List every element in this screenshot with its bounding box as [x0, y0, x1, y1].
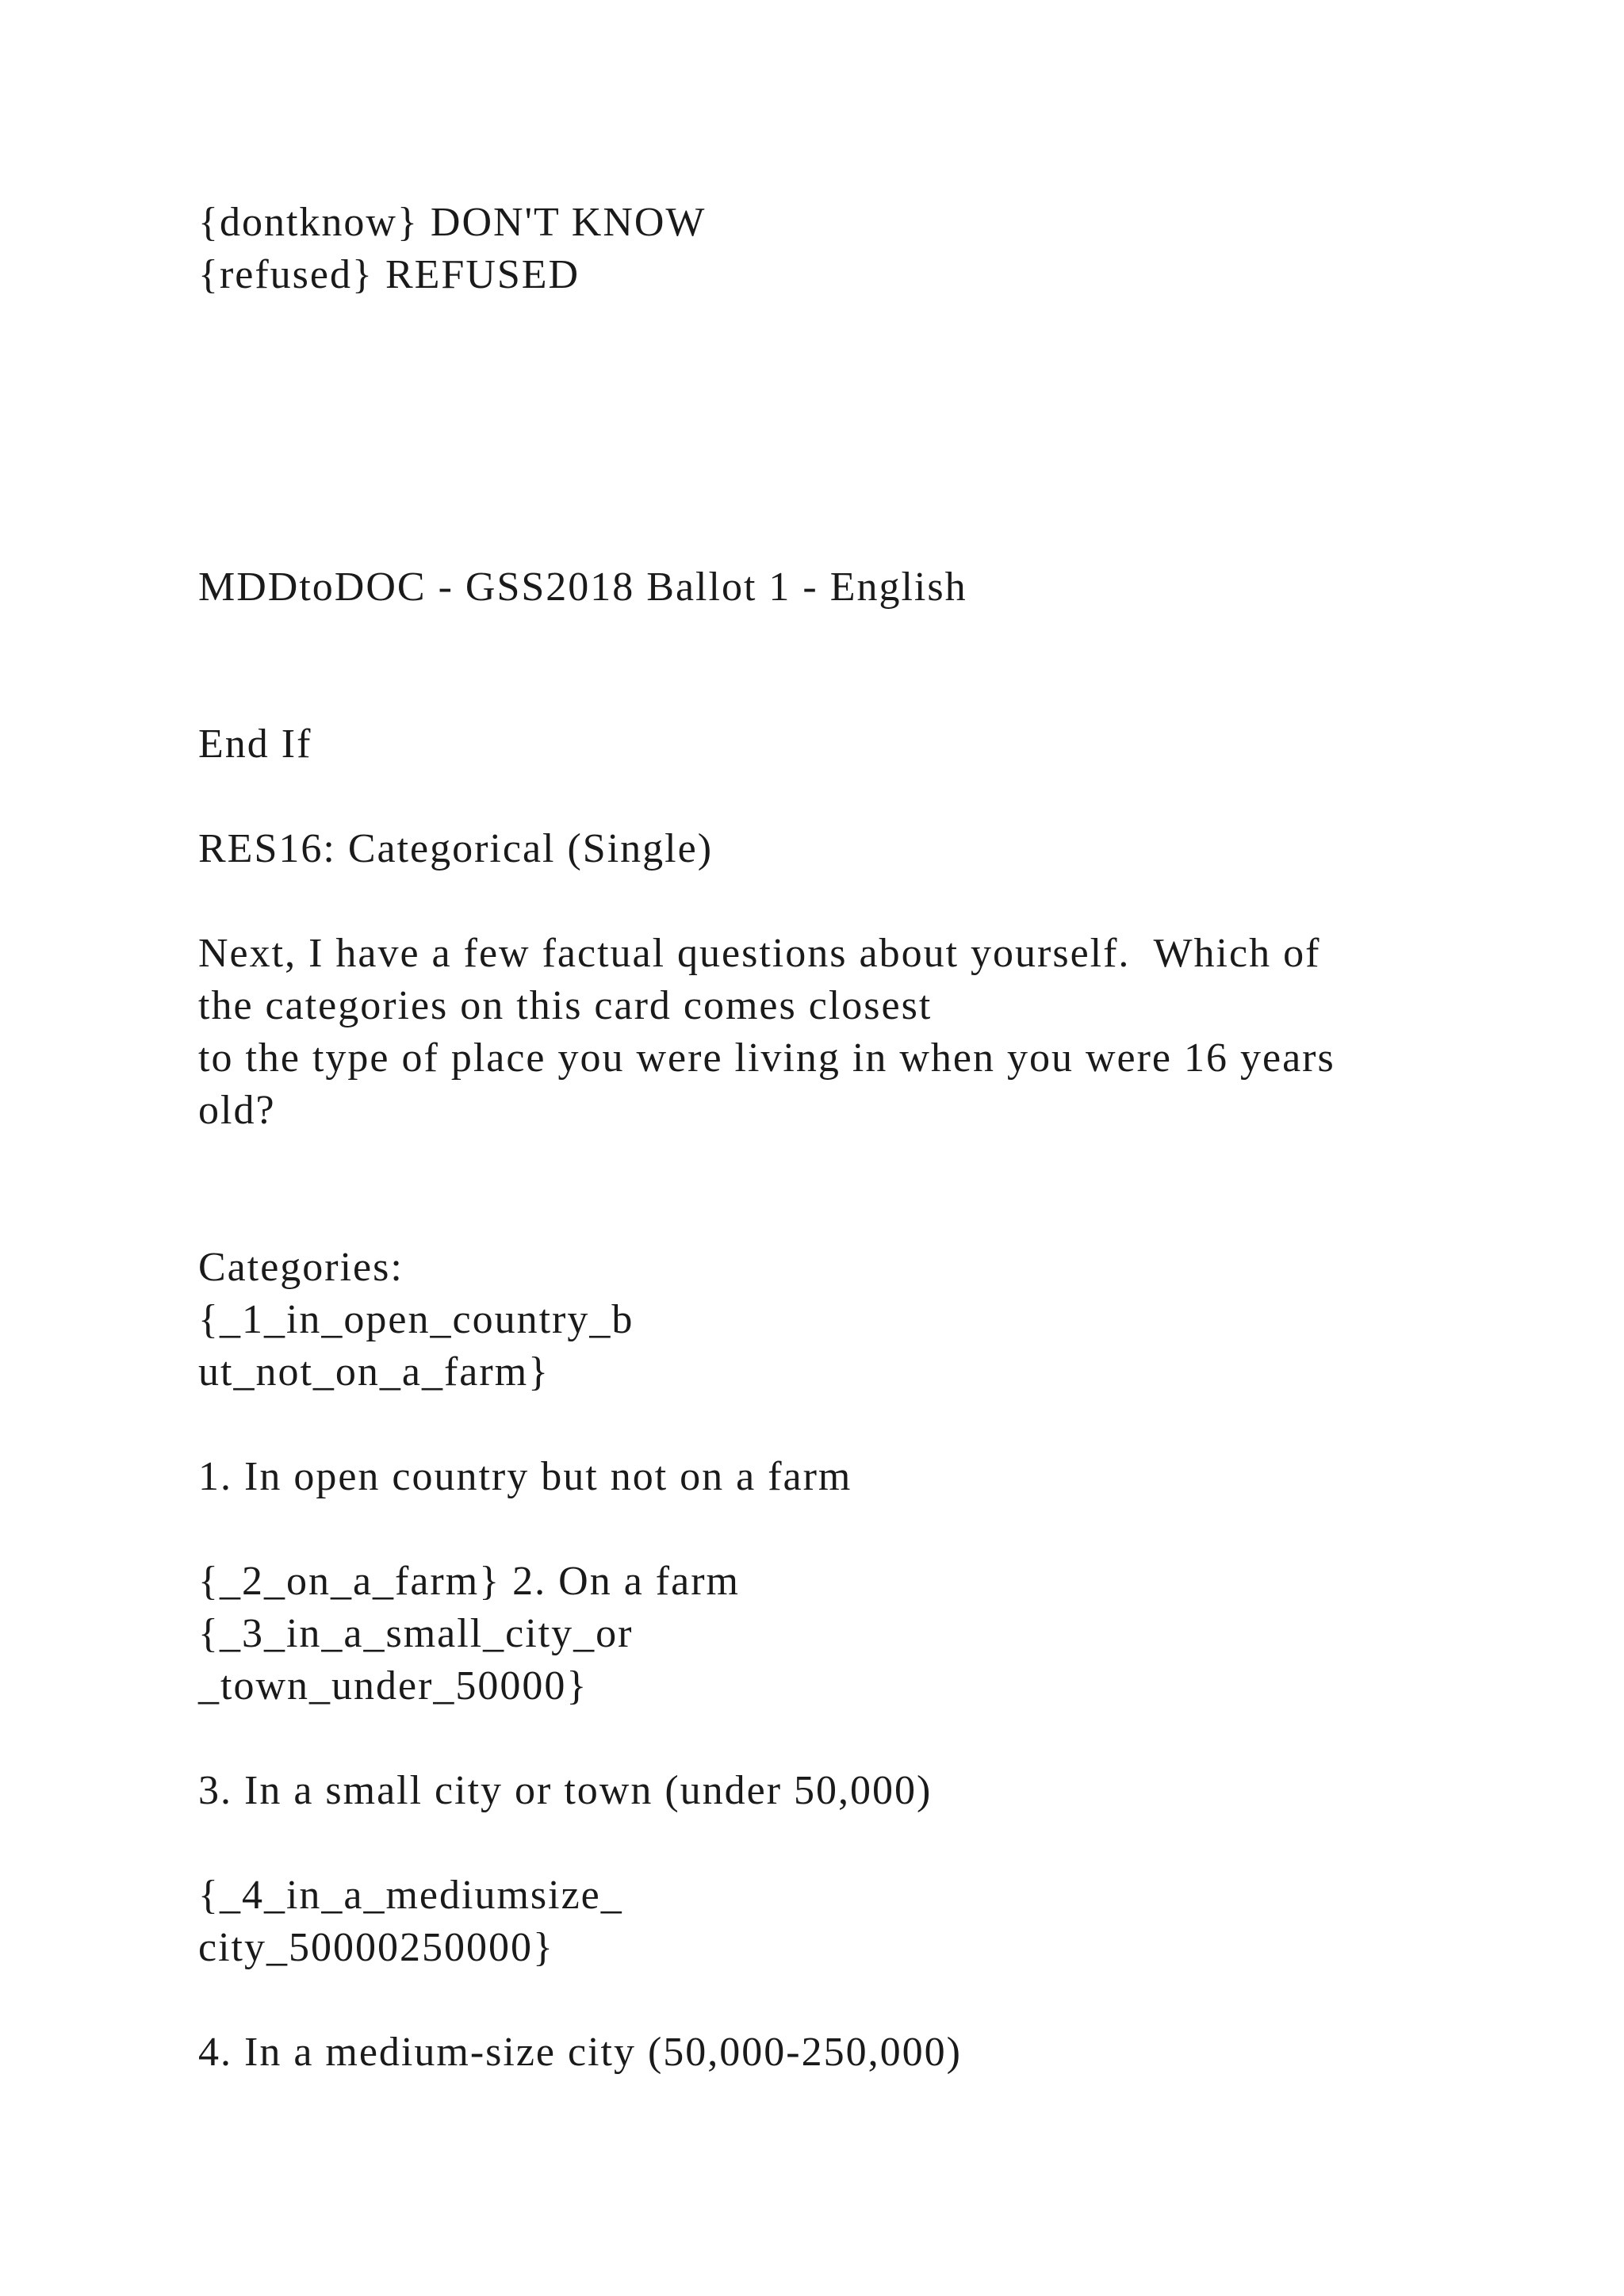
end-if-statement: End If	[198, 721, 312, 767]
question-id: RES16: Categorical (Single)	[198, 826, 714, 871]
category-4-code-line-1: {_4_in_a_mediumsize_	[198, 1873, 623, 1918]
refused-option: {refused} REFUSED	[198, 252, 580, 297]
category-3-label: 3. In a small city or town (under 50,000)	[198, 1768, 933, 1813]
categories-label: Categories:	[198, 1245, 404, 1290]
document-title: MDDtoDOC - GSS2018 Ballot 1 - English	[198, 564, 967, 610]
question-text-line-2: the categories on this card comes closest	[198, 983, 933, 1028]
category-3-code-line-1: {_3_in_a_small_city_or	[198, 1611, 634, 1656]
category-2: {_2_on_a_farm} 2. On a farm	[198, 1559, 740, 1604]
category-1-label: 1. In open country but not on a farm	[198, 1454, 852, 1499]
dontknow-option: {dontknow} DON'T KNOW	[198, 200, 707, 245]
category-4-label: 4. In a medium-size city (50,000-250,000)	[198, 2030, 962, 2075]
question-text-line-4: old?	[198, 1088, 276, 1133]
category-3-code-line-2: _town_under_50000}	[198, 1663, 588, 1709]
category-4-code-line-2: city_50000250000}	[198, 1925, 554, 1970]
category-1-code-line-1: {_1_in_open_country_b	[198, 1297, 634, 1342]
question-text-line-3: to the type of place you were living in when you were 16 years	[198, 1035, 1335, 1081]
question-text-line-1: Next, I have a few factual questions about yourself. Which of	[198, 931, 1321, 976]
category-1-code-line-2: ut_not_on_a_farm}	[198, 1349, 550, 1395]
